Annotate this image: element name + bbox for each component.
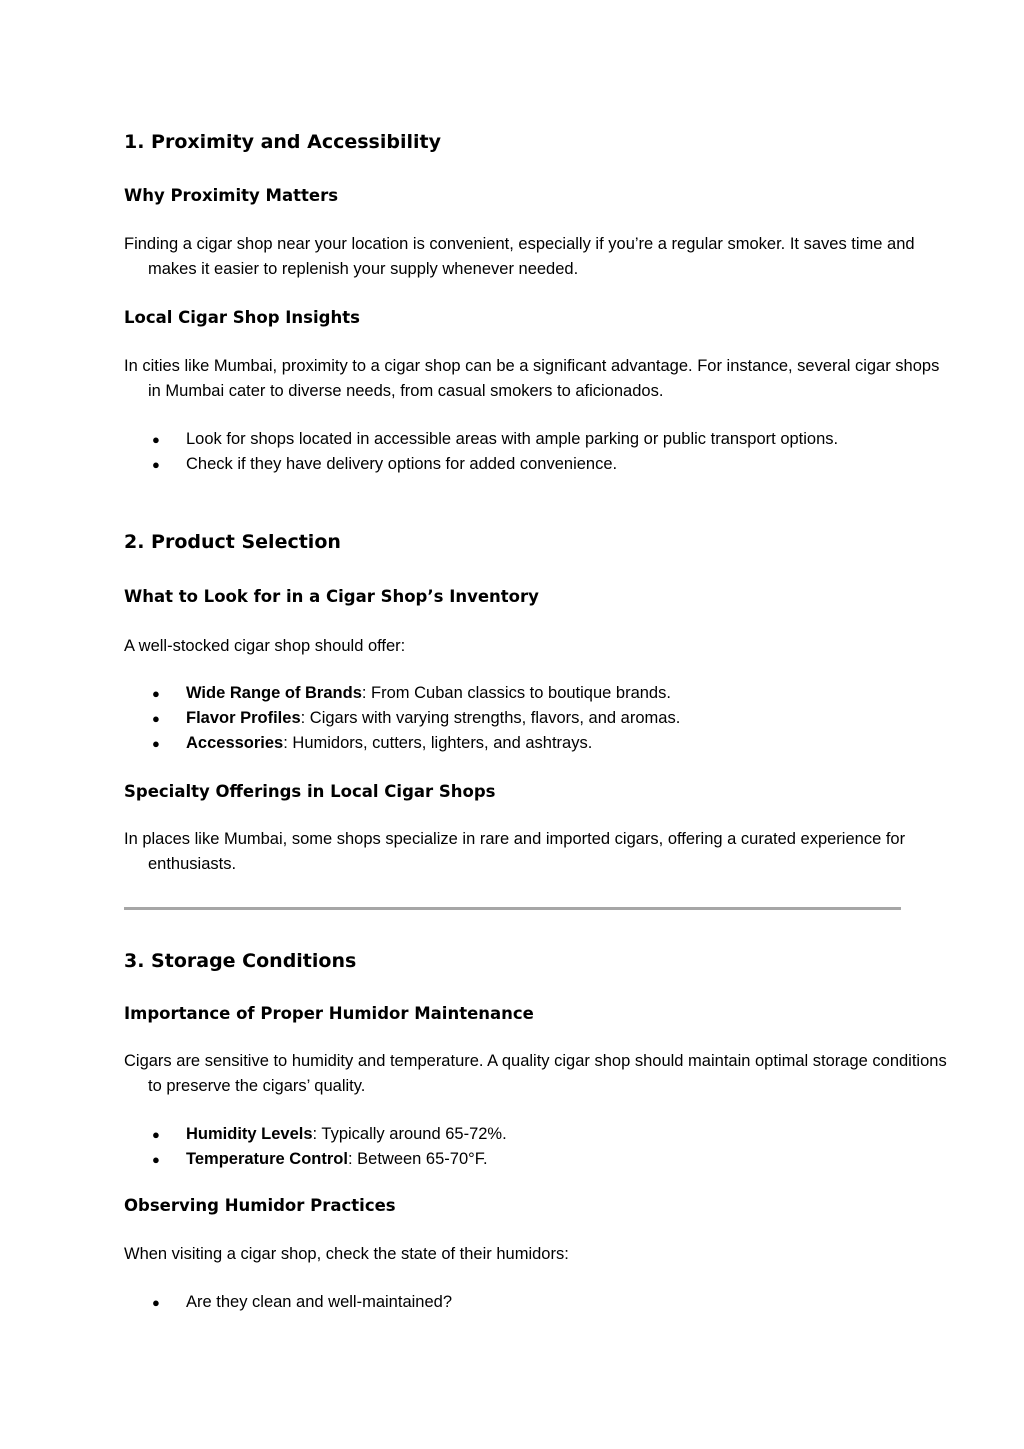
list-item [152, 1290, 892, 1315]
bullet-icon: ● [152, 457, 160, 472]
list-item-text: : From Cuban classics to boutique brands. [361, 684, 671, 702]
list-item-text: Are they clean and well-maintained? [186, 1293, 452, 1311]
paragraph-inventory: A well-stocked cigar shop should offer: [124, 637, 406, 655]
humidor-bullet-list [152, 1290, 892, 1315]
list-item [152, 452, 892, 477]
paragraph-humidor-practices: When visiting a cigar shop, check the state of their humidors: [124, 1245, 569, 1263]
paragraph-humidor-maintenance: Cigars are sensitive to humidity and temperature. A quality cigar shop should maintain optimal storage conditions to preserve the cigars’ quality. [124, 1052, 947, 1095]
bullet-icon: ● [152, 1127, 160, 1142]
subheading-inventory: What to Look for in a Cigar Shop’s Inventory [124, 587, 539, 606]
section-heading-product-selection: 2. Product Selection [124, 531, 341, 553]
list-item-text: : Cigars with varying strengths, flavors, and aromas. [300, 709, 681, 727]
bullet-icon: ● [152, 686, 160, 701]
storage-bullet-list [152, 1122, 892, 1172]
paragraph-specialty-offerings: In places like Mumbai, some shops specialize in rare and imported cigars, offering a curated experience for enthusiasts. [124, 830, 906, 873]
paragraph-why-proximity: Finding a cigar shop near your location is convenient, especially if you’re a regular smoker. It saves time and makes it easier to replenish your supply whenever needed. [124, 235, 915, 278]
list-item [152, 706, 892, 731]
list-item [152, 1122, 892, 1147]
list-item [152, 1147, 892, 1172]
list-item-label: Flavor Profiles [186, 709, 301, 727]
list-item [152, 427, 892, 452]
list-item-text: : Between 65-70°F. [347, 1150, 488, 1168]
list-item-label: Humidity Levels [186, 1125, 313, 1143]
list-item-label: Temperature Control [186, 1150, 348, 1168]
subheading-why-proximity: Why Proximity Matters [124, 186, 339, 205]
list-item-text: : Humidors, cutters, lighters, and ashtrays. [283, 734, 593, 752]
bullet-icon: ● [152, 711, 160, 726]
list-item [152, 681, 892, 706]
horizontal-divider [124, 907, 901, 910]
inventory-bullet-list [152, 681, 892, 756]
bullet-icon: ● [152, 736, 160, 751]
list-item-label: Accessories [186, 734, 284, 752]
subheading-humidor-maintenance: Importance of Proper Humidor Maintenance [124, 1004, 534, 1023]
subheading-local-insights: Local Cigar Shop Insights [124, 308, 360, 327]
bullet-icon: ● [152, 1295, 160, 1310]
subheading-specialty-offerings: Specialty Offerings in Local Cigar Shops [124, 782, 496, 801]
bullet-icon: ● [152, 1152, 160, 1167]
section-heading-proximity: 1. Proximity and Accessibility [124, 131, 441, 153]
list-item-label: Wide Range of Brands [186, 684, 362, 702]
list-item-text: : Typically around 65-72%. [312, 1125, 507, 1143]
subheading-humidor-practices: Observing Humidor Practices [124, 1196, 396, 1215]
list-item [152, 731, 892, 756]
proximity-bullet-list [152, 427, 892, 477]
list-item-text: Look for shops located in accessible areas with ample parking or public transport options. [186, 430, 839, 448]
section-heading-storage: 3. Storage Conditions [124, 950, 357, 972]
list-item-text: Check if they have delivery options for added convenience. [186, 455, 618, 473]
paragraph-local-insights: In cities like Mumbai, proximity to a cigar shop can be a significant advantage. For instance, several cigar shops in Mumbai cater to diverse needs, from casual smokers to aficionados. [124, 357, 940, 400]
bullet-icon: ● [152, 432, 160, 447]
